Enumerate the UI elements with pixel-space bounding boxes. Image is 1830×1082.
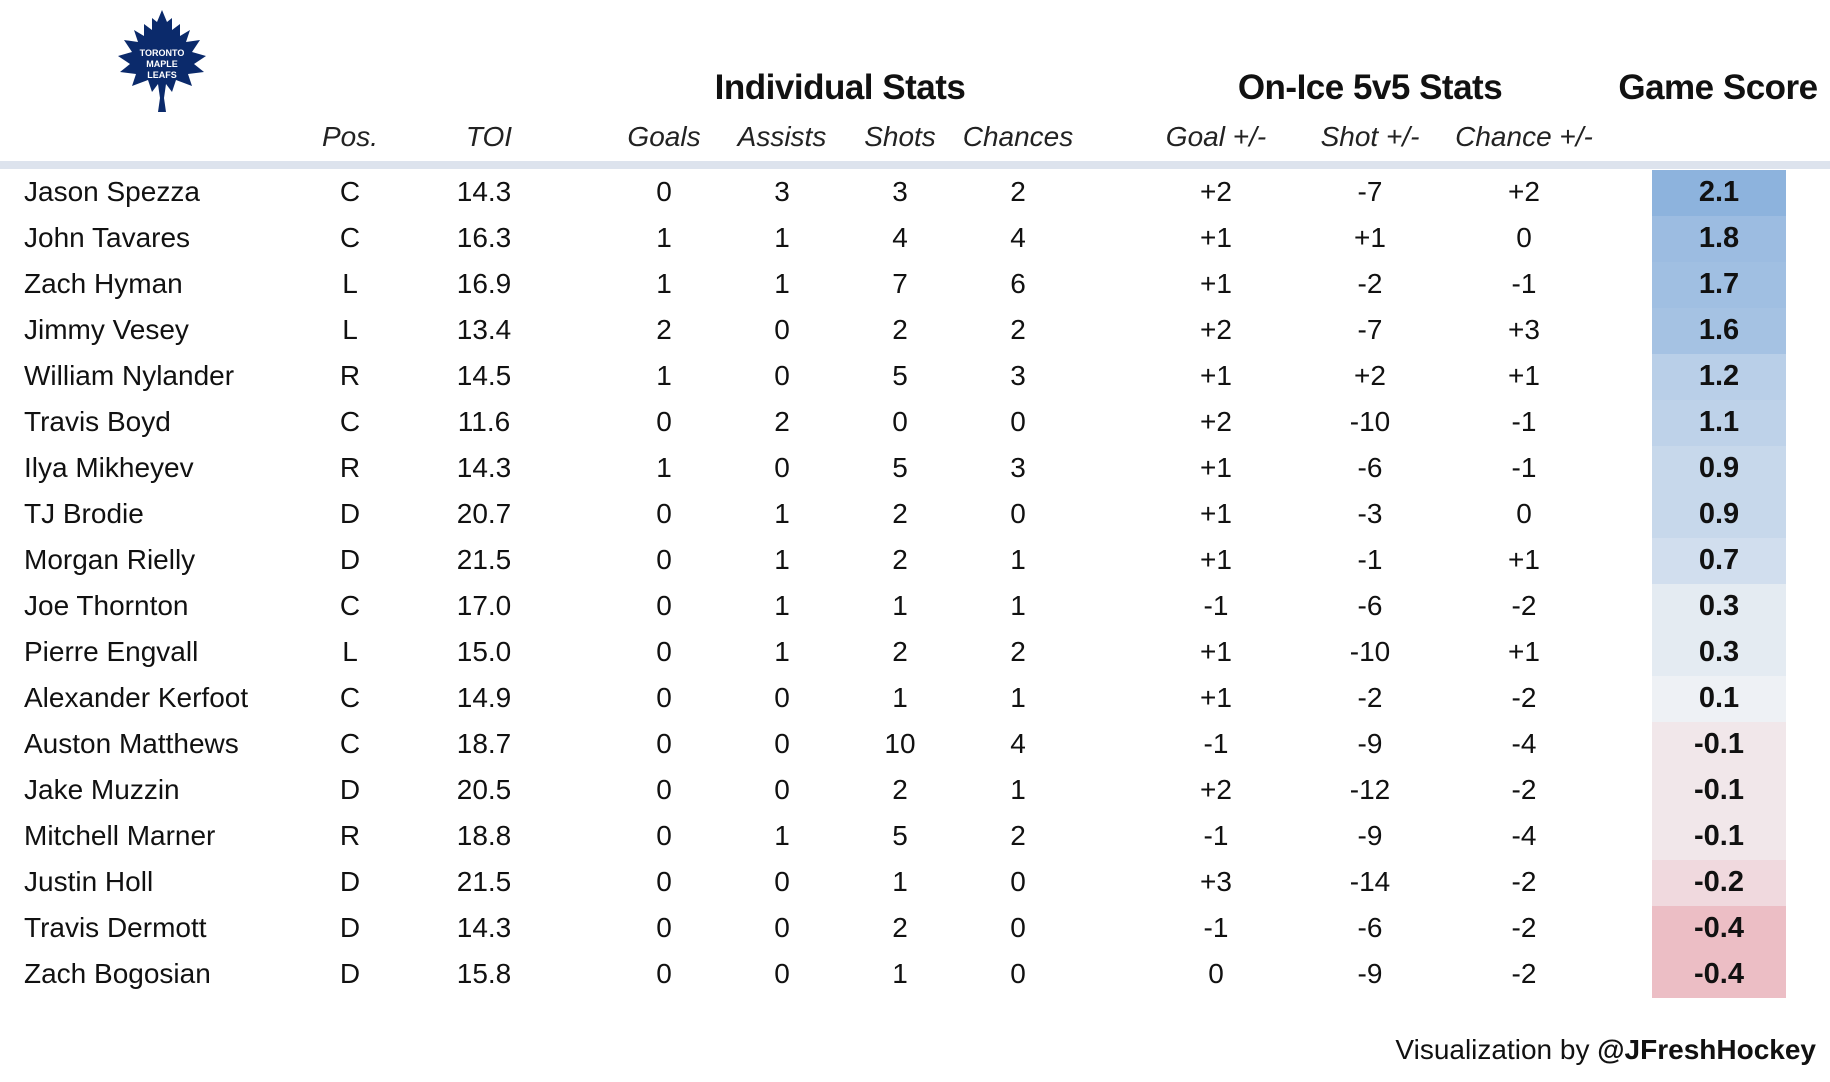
cell-chances: 4: [1010, 728, 1026, 759]
cell-goals: 0: [656, 636, 672, 667]
cell-pos: L: [342, 268, 358, 299]
cell-chances: 1: [1010, 774, 1026, 805]
cell-shot-pm: +1: [1354, 222, 1386, 253]
cell-pos: D: [339, 498, 361, 529]
cell-chances: 0: [1010, 866, 1026, 897]
cell-shots: 1: [892, 590, 908, 621]
cell-shot-pm: -6: [1357, 590, 1383, 621]
cell-goals: 0: [656, 406, 672, 437]
game-score-value: 1.2: [1698, 360, 1740, 392]
cell-assists: 2: [774, 406, 790, 437]
cell-goals: 0: [656, 176, 672, 207]
cell-goal-pm: +2: [1200, 176, 1232, 207]
game-score-value: 0.3: [1698, 590, 1740, 622]
cell-assists: 0: [774, 912, 790, 943]
cell-shot-pm: -7: [1357, 314, 1383, 345]
col-header-chance-pm: Chance +/-: [1455, 121, 1593, 152]
cell-goals: 1: [656, 222, 672, 253]
cell-toi: 21.5: [456, 544, 512, 575]
col-header-goals: Goals: [627, 121, 701, 152]
cell-assists: 3: [774, 176, 790, 207]
cell-chance-pm: -2: [1511, 866, 1537, 897]
col-header-chances: Chances: [962, 121, 1074, 152]
game-score-value: 1.1: [1698, 406, 1740, 438]
cell-pos: C: [339, 590, 361, 621]
cell-shots: 2: [892, 498, 908, 529]
cell-chances: 3: [1010, 360, 1026, 391]
cell-assists: 0: [774, 314, 790, 345]
cell-goal-pm: +1: [1200, 222, 1232, 253]
cell-chance-pm: -4: [1511, 820, 1537, 851]
cell-goals: 1: [656, 452, 672, 483]
cell-shots: 1: [892, 866, 908, 897]
game-score-value: 0.1: [1698, 682, 1740, 714]
cell-goals: 0: [656, 498, 672, 529]
cell-pos: C: [339, 222, 361, 253]
game-score-value: 0.9: [1698, 452, 1740, 484]
cell-chance-pm: 0: [1516, 222, 1532, 253]
cell-goal-pm: +2: [1200, 314, 1232, 345]
cell-goal-pm: +1: [1200, 544, 1232, 575]
player-name: Travis Dermott: [24, 912, 207, 943]
cell-shot-pm: -3: [1357, 498, 1383, 529]
cell-assists: 0: [774, 360, 790, 391]
player-name: Jimmy Vesey: [24, 314, 189, 345]
cell-pos: L: [342, 636, 358, 667]
game-score-value: -0.2: [1694, 866, 1744, 898]
player-name: Zach Bogosian: [24, 958, 211, 989]
game-score-value: 0.9: [1698, 498, 1740, 530]
cell-pos: L: [342, 314, 358, 345]
cell-goal-pm: -1: [1203, 728, 1229, 759]
game-score-value: -0.4: [1694, 958, 1744, 990]
game-score-value: -0.1: [1694, 728, 1744, 760]
cell-shots: 7: [892, 268, 908, 299]
cell-chances: 4: [1010, 222, 1026, 253]
cell-goal-pm: +1: [1200, 498, 1232, 529]
cell-pos: D: [339, 866, 361, 897]
cell-chances: 0: [1010, 406, 1026, 437]
cell-pos: D: [339, 774, 361, 805]
cell-goals: 2: [656, 314, 672, 345]
visualization-credit: [1395, 1034, 1816, 1066]
cell-assists: 1: [774, 820, 790, 851]
cell-shot-pm: -9: [1357, 820, 1383, 851]
cell-toi: 13.4: [456, 314, 512, 345]
cell-assists: 1: [774, 498, 790, 529]
cell-shots: 2: [892, 636, 908, 667]
player-name: TJ Brodie: [24, 498, 144, 529]
col-header-assists: Assists: [737, 121, 827, 152]
cell-goals: 0: [656, 820, 672, 851]
cell-shot-pm: -2: [1357, 268, 1383, 299]
col-header-pos: Pos.: [321, 121, 379, 152]
player-name: William Nylander: [24, 360, 235, 391]
cell-toi: 21.5: [456, 866, 512, 897]
cell-chances: 2: [1010, 176, 1026, 207]
cell-assists: 1: [774, 636, 790, 667]
cell-goal-pm: -1: [1203, 820, 1229, 851]
cell-chance-pm: +1: [1508, 636, 1540, 667]
player-name: Mitchell Marner: [24, 820, 216, 851]
game-score-value: -0.4: [1694, 912, 1744, 944]
cell-toi: 15.0: [456, 636, 512, 667]
cell-chances: 6: [1010, 268, 1026, 299]
cell-goals: 0: [656, 912, 672, 943]
cell-shot-pm: -2: [1357, 682, 1383, 713]
cell-pos: R: [339, 452, 361, 483]
cell-toi: 18.7: [456, 728, 512, 759]
cell-shot-pm: -10: [1349, 406, 1391, 437]
cell-pos: C: [339, 728, 361, 759]
cell-pos: D: [339, 544, 361, 575]
cell-toi: 14.3: [456, 452, 512, 483]
game-score-value: 2.1: [1698, 176, 1740, 208]
cell-shot-pm: -10: [1349, 636, 1391, 667]
player-name: Alexander Kerfoot: [24, 682, 249, 713]
credit-handle: @JFreshHockey: [1597, 1034, 1816, 1065]
cell-toi: 14.3: [456, 176, 512, 207]
cell-goals: 0: [656, 866, 672, 897]
logo-text-line-2: MAPLE: [146, 59, 178, 69]
col-header-goal-pm: Goal +/-: [1165, 121, 1267, 152]
cell-goal-pm: +1: [1200, 636, 1232, 667]
cell-toi: 11.6: [457, 406, 511, 437]
player-name: Ilya Mikheyev: [24, 452, 194, 483]
player-name: Morgan Rielly: [24, 544, 196, 575]
cell-shot-pm: +2: [1354, 360, 1386, 391]
cell-chance-pm: -2: [1511, 774, 1537, 805]
header-divider: [0, 161, 1830, 169]
cell-shot-pm: -12: [1349, 774, 1391, 805]
cell-goals: 1: [656, 360, 672, 391]
cell-goals: 0: [656, 958, 672, 989]
cell-chances: 0: [1010, 958, 1026, 989]
cell-assists: 1: [774, 544, 790, 575]
onice-stats-title: On-Ice 5v5 Stats: [1237, 68, 1503, 107]
game-score-value: 1.8: [1698, 222, 1740, 254]
cell-chance-pm: -1: [1511, 268, 1537, 299]
game-score-value: 1.6: [1698, 314, 1740, 346]
cell-chances: 0: [1010, 498, 1026, 529]
cell-goals: 0: [656, 774, 672, 805]
player-name: Justin Holl: [24, 866, 154, 897]
game-score-value: -0.1: [1694, 774, 1744, 806]
cell-goals: 1: [656, 268, 672, 299]
cell-assists: 0: [774, 774, 790, 805]
cell-goal-pm: +2: [1200, 406, 1232, 437]
cell-assists: 0: [774, 728, 790, 759]
cell-goal-pm: +1: [1200, 360, 1232, 391]
cell-chances: 2: [1010, 820, 1026, 851]
cell-shots: 2: [892, 314, 908, 345]
cell-chance-pm: 0: [1516, 498, 1532, 529]
cell-chance-pm: -1: [1511, 406, 1537, 437]
cell-chance-pm: +1: [1508, 544, 1540, 575]
cell-shot-pm: -9: [1357, 958, 1383, 989]
logo-text-line-1: TORONTO: [139, 48, 185, 58]
cell-chances: 1: [1010, 682, 1026, 713]
cell-toi: 14.3: [456, 912, 512, 943]
cell-shot-pm: -6: [1357, 912, 1383, 943]
player-name: Joe Thornton: [24, 590, 189, 621]
cell-goals: 0: [656, 682, 672, 713]
cell-assists: 0: [774, 866, 790, 897]
game-score-title: Game Score: [1618, 68, 1818, 107]
game-score-value: -0.1: [1694, 820, 1744, 852]
col-header-shot-pm: Shot +/-: [1320, 121, 1420, 152]
cell-toi: 20.7: [456, 498, 512, 529]
cell-pos: R: [339, 820, 361, 851]
cell-toi: 15.8: [456, 958, 512, 989]
cell-goal-pm: +1: [1200, 682, 1232, 713]
game-score-value: 0.7: [1698, 544, 1740, 576]
player-name: Pierre Engvall: [24, 636, 199, 667]
cell-shots: 2: [892, 774, 908, 805]
player-name: Travis Boyd: [24, 406, 171, 437]
cell-shot-pm: -7: [1357, 176, 1383, 207]
player-name: John Tavares: [24, 222, 191, 253]
cell-assists: 0: [774, 958, 790, 989]
cell-toi: 16.3: [456, 222, 512, 253]
cell-toi: 14.5: [456, 360, 512, 391]
game-score-value: 0.3: [1698, 636, 1740, 668]
cell-chance-pm: -4: [1511, 728, 1537, 759]
cell-shots: 2: [892, 912, 908, 943]
cell-chance-pm: +3: [1508, 314, 1540, 345]
cell-shots: 1: [892, 958, 908, 989]
cell-chances: 1: [1010, 590, 1026, 621]
cell-shots: 5: [892, 360, 908, 391]
cell-pos: C: [339, 682, 361, 713]
cell-chances: 2: [1010, 314, 1026, 345]
player-name: Auston Matthews: [24, 728, 239, 759]
cell-shot-pm: -1: [1357, 544, 1383, 575]
cell-chance-pm: -1: [1511, 452, 1537, 483]
cell-chances: 3: [1010, 452, 1026, 483]
cell-goal-pm: -1: [1203, 590, 1229, 621]
cell-shot-pm: -14: [1349, 866, 1391, 897]
game-score-value: 1.7: [1698, 268, 1740, 300]
logo-text-line-3: LEAFS: [147, 70, 177, 80]
cell-chance-pm: +1: [1508, 360, 1540, 391]
cell-shots: 0: [892, 406, 908, 437]
individual-stats-title: Individual Stats: [714, 68, 966, 107]
cell-chance-pm: +2: [1508, 176, 1540, 207]
cell-shots: 4: [892, 222, 908, 253]
player-name: Jason Spezza: [24, 176, 200, 207]
cell-goal-pm: +1: [1200, 452, 1232, 483]
cell-goals: 0: [656, 590, 672, 621]
cell-toi: 20.5: [456, 774, 512, 805]
cell-shots: 2: [892, 544, 908, 575]
cell-assists: 0: [774, 682, 790, 713]
cell-assists: 1: [774, 222, 790, 253]
cell-chances: 1: [1010, 544, 1026, 575]
cell-goal-pm: -1: [1203, 912, 1229, 943]
cell-pos: C: [339, 406, 361, 437]
cell-goal-pm: +3: [1200, 866, 1232, 897]
credit-prefix: Visualization by: [1395, 1034, 1598, 1065]
cell-pos: C: [339, 176, 361, 207]
cell-shots: 10: [884, 728, 916, 759]
cell-assists: 1: [774, 590, 790, 621]
cell-shot-pm: -9: [1357, 728, 1383, 759]
cell-shots: 5: [892, 452, 908, 483]
cell-pos: D: [339, 958, 361, 989]
player-name: Zach Hyman: [24, 268, 183, 299]
cell-chance-pm: -2: [1511, 590, 1537, 621]
cell-shots: 3: [892, 176, 908, 207]
cell-shots: 5: [892, 820, 908, 851]
cell-chances: 2: [1010, 636, 1026, 667]
cell-assists: 1: [774, 268, 790, 299]
cell-goal-pm: 0: [1208, 958, 1224, 989]
cell-chance-pm: -2: [1511, 682, 1537, 713]
col-header-toi: TOI: [465, 121, 513, 152]
cell-toi: 17.0: [456, 590, 512, 621]
cell-toi: 18.8: [456, 820, 512, 851]
cell-toi: 16.9: [456, 268, 512, 299]
cell-goals: 0: [656, 728, 672, 759]
cell-toi: 14.9: [456, 682, 512, 713]
cell-shots: 1: [892, 682, 908, 713]
cell-pos: D: [339, 912, 361, 943]
cell-chance-pm: -2: [1511, 958, 1537, 989]
cell-goal-pm: +2: [1200, 774, 1232, 805]
cell-shot-pm: -6: [1357, 452, 1383, 483]
cell-goal-pm: +1: [1200, 268, 1232, 299]
player-name: Jake Muzzin: [24, 774, 180, 805]
col-header-shots: Shots: [864, 121, 936, 152]
cell-pos: R: [339, 360, 361, 391]
cell-chance-pm: -2: [1511, 912, 1537, 943]
maple-leafs-logo: [112, 8, 212, 114]
cell-goals: 0: [656, 544, 672, 575]
cell-assists: 0: [774, 452, 790, 483]
cell-chances: 0: [1010, 912, 1026, 943]
